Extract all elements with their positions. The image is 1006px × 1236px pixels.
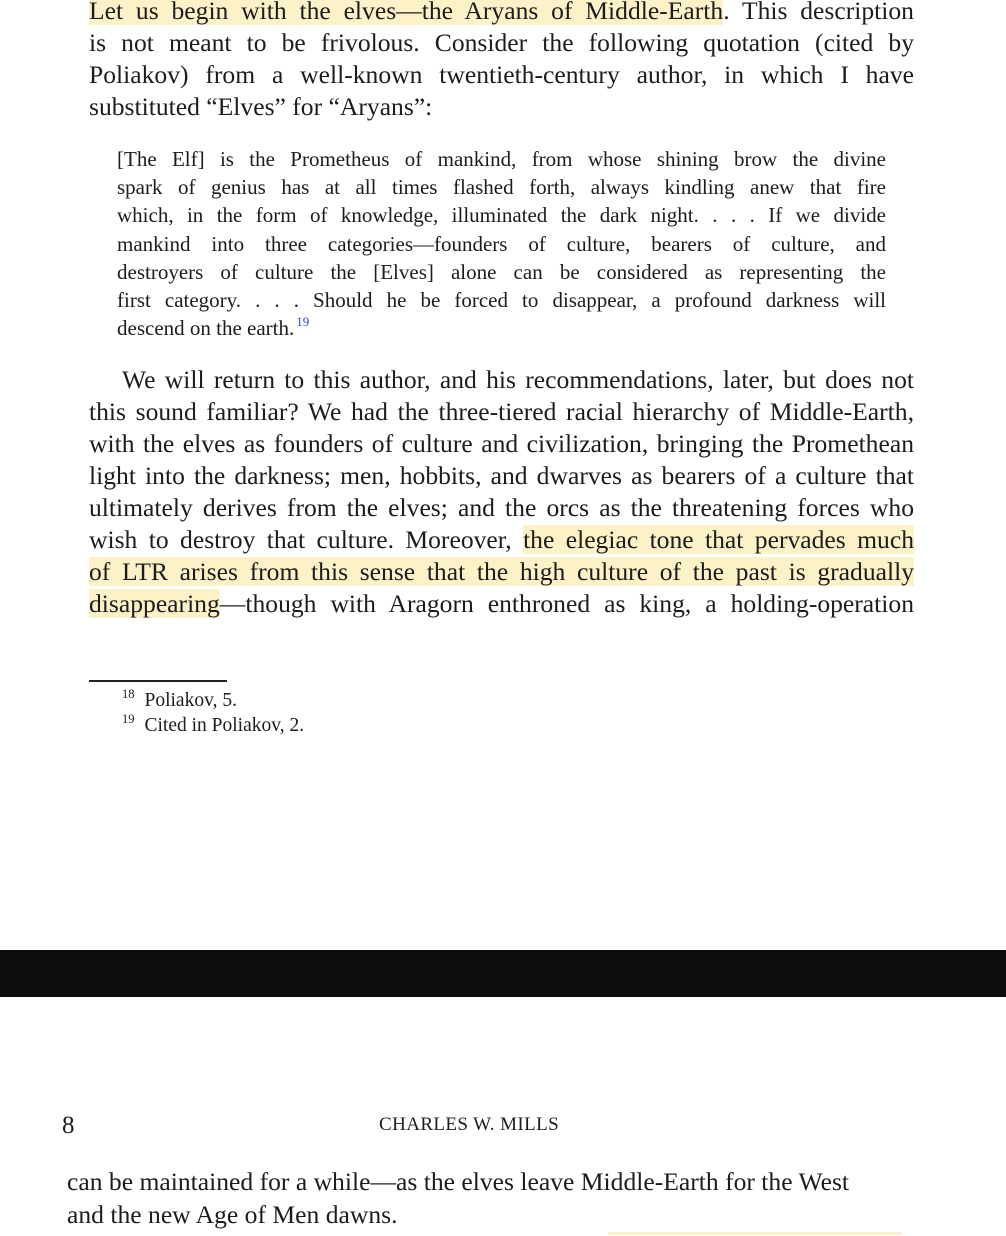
text-line: this sound familiar? We had the three-tiered racial hierarchy of Middle-Earth, [89, 397, 914, 426]
text-line [89, 556, 914, 588]
text-line: ultimately derives from the elves; and the orcs as the threatening forces who [89, 493, 914, 522]
quote-line: which, in the form of knowledge, illuminated the dark night. . . . If we divide [117, 203, 886, 228]
text-line: substituted “Elves” for “Aryans”: [89, 92, 433, 121]
paragraph-continued [67, 1165, 892, 1231]
highlight[interactable]: of LTR arises from this sense that the high culture of the past is gradually [89, 557, 914, 586]
text-line: can be maintained for a while—as the elves leave Middle-Earth for the West [67, 1167, 850, 1196]
quote-line: mankind into three categories—founders of culture, bearers of culture, and [117, 231, 886, 256]
highlight[interactable]: disappearing [89, 589, 220, 618]
text-line: Let us begin with the elves—the Aryans of Middle-Earth. This description [89, 0, 914, 27]
text-line: Poliakov) from a well-known twentieth-century author, in which I have [89, 60, 914, 89]
highlight-fragment[interactable] [608, 1232, 902, 1235]
quote-line: first category. . . . Should he be forced to disappear, a profound darkness will [117, 288, 886, 313]
text-line: and the new Age of Men dawns. [67, 1200, 398, 1229]
quote-line: [The Elf] is the Prometheus of mankind, from whose shining brow the divine [117, 147, 886, 171]
footnote-18: $^{18}$ Poliakov, 5. [122, 687, 237, 711]
highlight[interactable]: the elegiac tone that pervades much [523, 525, 914, 554]
paragraph-main [89, 364, 914, 620]
page-separator [0, 950, 1006, 997]
text-line: with the elves as founders of culture and civilization, bringing the Promethean [89, 429, 914, 458]
page-number: 8 [62, 1112, 75, 1139]
text-line: is not meant to be frivolous. Consider the following quotation (cited by [89, 28, 914, 57]
footnote-19: $^{19}$ Cited in Poliakov, 2. [122, 712, 305, 736]
text-line: light into the darkness; men, hobbits, and dwarves as bearers of a culture that [89, 461, 914, 490]
paragraph-intro [89, 0, 914, 123]
running-head: CHARLES W. MILLS [379, 1114, 560, 1135]
quote-line: destroyers of culture the [Elves] alone can be considered as representing the [117, 259, 886, 284]
highlight[interactable]: Let us begin with the elves—the Aryans of Middle-Earth [89, 0, 723, 25]
footnote-divider [89, 680, 227, 682]
text-line: wish to destroy that culture. Moreover, the elegiac tone that pervades much [89, 525, 914, 554]
footnote-ref-link[interactable]: 19 [296, 314, 310, 330]
block-quote [117, 145, 886, 342]
text-line: disappearing—though with Aragorn enthroned as king, a holding-operation [89, 589, 914, 618]
text-line: We will return to this author, and his recommendations, later, but does not [122, 365, 914, 394]
quote-line: spark of genius has at all times flashed forth, always kindling anew that fire [117, 175, 886, 200]
quote-line: descend on the earth. $^{19}$ [117, 314, 310, 341]
